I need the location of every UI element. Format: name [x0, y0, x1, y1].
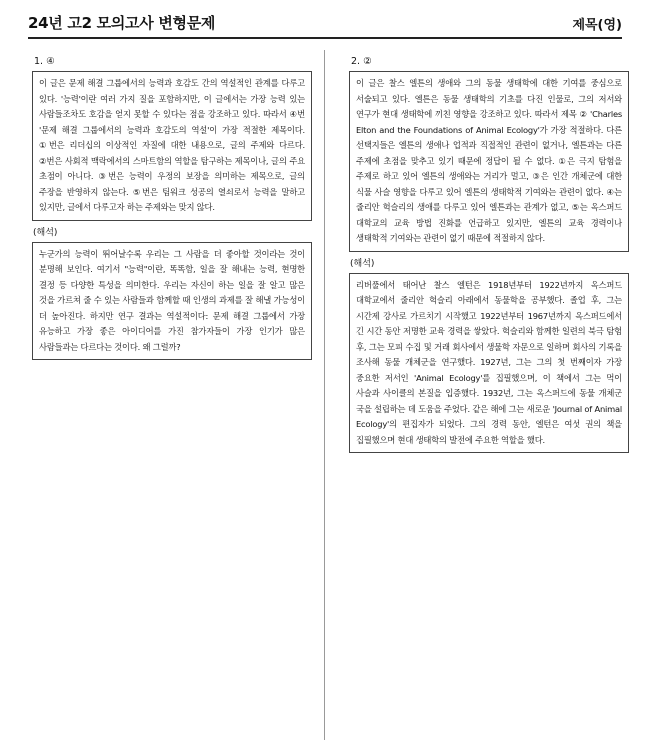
- subject-label: 제목(영): [572, 18, 622, 33]
- question-number: 1. ④: [34, 56, 55, 67]
- explanation-box: 이 글은 문제 해결 그룹에서의 능력과 호감도 간의 역설적인 관계를 다루고 있다. '능력'이란 여러 가지 질을 포함하지만, 이 글에서는 가장 능력 있는 사람들조차도 호감을 얻지 못할 수 있다는 점을 강조하고 있다. 따라서 ④번 '문제 해결 그룹에서의 능력과 호감도의 역설'이 가장 적절한 제목이다. ①번은 리더십의 이상적인 자질에 대한 내용으로, 글의 주제와 다르다. ②번은 사회적 맥락에서의 스마트함의 역할을 탐구하는 제목이나, 글의 주요 초점이 아니다. ③번은 능력이 우정의 보장을 의미하는 제목으로, 글의 주장을 반영하지 않는다. ⑤번은 팀워크 성공의 열쇠로서 능력을 말하고 있지만, 글에서 다루고자 하는 주제와는 맞지 않다.: [32, 71, 312, 221]
- question-1-column: [32, 56, 312, 360]
- question-number: 2. ②: [351, 56, 372, 67]
- column-divider: [324, 50, 325, 740]
- explanation-box: 이 글은 찰스 엘튼의 생애와 그의 동물 생태학에 대한 기여를 중심으로 서술되고 있다. 엘튼은 동물 생태학의 기초를 다진 인물로, 그의 저서와 연구가 현대 생태학에 끼친 영향을 강조하고 있다. 따라서 제목 ② 'Charles Elton and the Foundations of Animal Ecology'가 가장 적절하다. 다른 선택지들은 엘튼의 생애나 업적과 직접적인 관련이 없거나, 엘튼과는 다른 주제에 초점을 맞추고 있기 때문에 정답이 될 수 없다. ①은 극지 탐험을 주제로 하고 있어 엘튼의 생애와는 거리가 멀고, ③은 인간 개체군에 대한 식물 사슬 영향을 다루고 있어 엘튼의 생태학적 기여와는 관련이 없다. ④는 줄리안 헉슬리의 생애를 다루고 있어 엘튼과는 관계가 없고, ⑤는 옥스퍼드 대학교의 교육 방법 진화를 언급하고 있지만, 엘튼의 교육 경력이나 생태학적 기여와는 관련이 없기 때문에 적절하지 않다.: [349, 71, 629, 252]
- translation-label: (해석): [33, 227, 58, 238]
- question-2-column: [349, 56, 629, 453]
- page-title: 24년 고2 모의고사 변형문제: [28, 14, 216, 32]
- header-rule: [28, 37, 622, 39]
- translation-label: (해석): [350, 258, 375, 269]
- page-header: [28, 10, 622, 36]
- translation-box: 리버풀에서 태어난 찰스 엘턴은 1918년부터 1922년까지 옥스퍼드 대학교에서 줄리안 헉슬리 아래에서 동물학을 공부했다. 졸업 후, 그는 시간제 강사로 가르치기 시작했고 1922년부터 1967년까지 옥스퍼드에서 긴 시간 동안 저명한 교육 경력을 쌓았다. 헉슬리와 함께한 일련의 북극 탐험 후, 그는 모피 수집 및 거래 회사에서 생물학 자문으로 일하며 회사의 기록을 조사해 동물 개체군을 연구했다. 1927년, 그는 그의 첫 번째이자 가장 중요한 저서인 'Animal Ecology'를 집필했으며, 이 책에서 그는 먹이 사슬과 사이클의 본질을 입증했다. 1932년, 그는 옥스퍼드에 동물 개체군 국을 설립하는 데 도움을 주었다. 같은 해에 그는 새로운 'Journal of Animal Ecology'의 편집자가 되었다. 그의 경력 동안, 엘턴은 여섯 권의 책을 집필했으며 현대 생태학의 발전에 주요한 역할을 했다.: [349, 273, 629, 454]
- translation-box: 누군가의 능력이 뛰어날수록 우리는 그 사람을 더 좋아할 것이라는 것이 분명해 보인다. 여기서 "능력"이란, 똑똑함, 일을 잘 해내는 능력, 현명한 결정 등 다양한 특성을 의미한다. 우리는 자신이 하는 일을 잘 알고 많은 것을 가르쳐 줄 수 있는 사람들과 함께할 때 인생의 과제를 잘 해낼 가능성이 더 높아진다. 하지만 연구 결과는 역설적이다: 문제 해결 그룹에서 가장 유능하고 가장 좋은 아이디어를 가진 참가자들이 가장 인기가 많은 사람들과는 다르다는 것이다. 왜 그럴까?: [32, 242, 312, 361]
